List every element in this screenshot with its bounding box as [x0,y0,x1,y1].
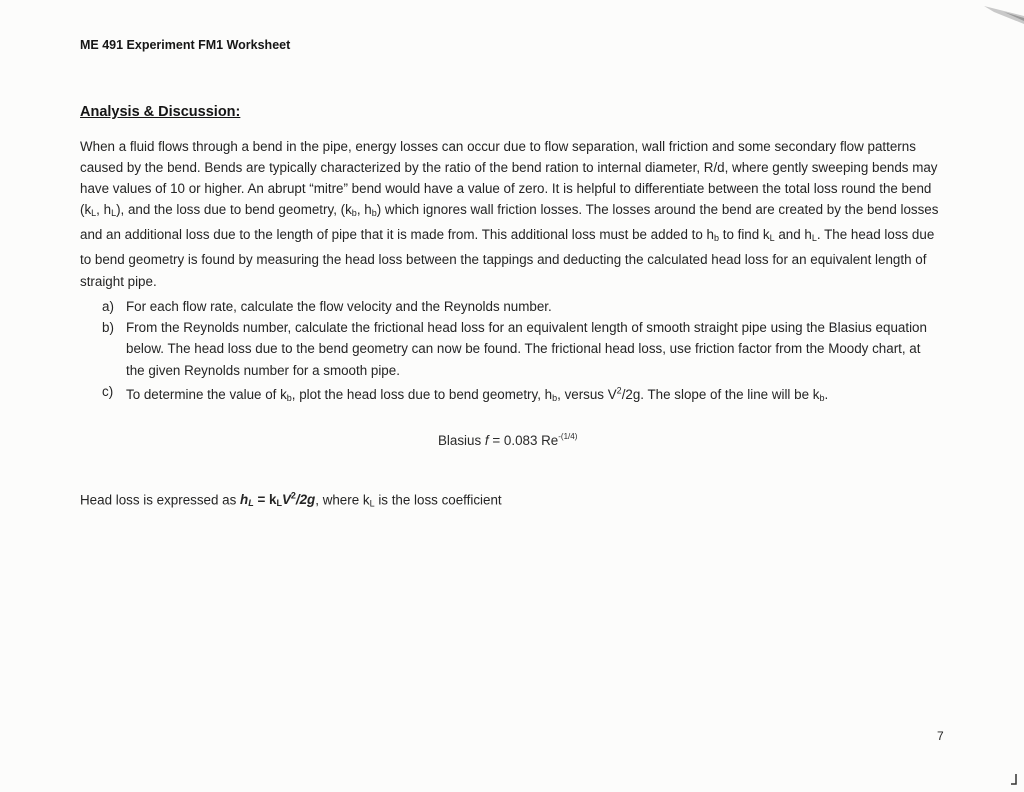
scan-corner-mark [1010,774,1020,788]
subscript: b [286,393,292,404]
subscript: L [276,498,282,509]
list-item-text: From the Reynolds number, calculate the frictional head loss for an equivalent length of smooth straight pipe using the Blasius equation below. The head loss due to the bend geometry can now be found. The frictional head loss, use friction factor from the Moody chart, at the given Reynolds number for a smooth pipe. [126,320,927,378]
subscript: L [91,208,97,219]
subscript: b [713,233,719,244]
list-item [80,381,930,410]
subscript: L [769,233,775,244]
symbol: V [281,492,291,508]
step-text: . [824,387,829,403]
headloss-text: is the loss coefficient [374,492,502,508]
superscript: 2 [290,491,296,501]
headloss-text: Head loss is expressed as [80,492,241,508]
subscript: L [369,498,375,509]
blasius-equation [438,432,577,448]
formula-symbol: f [484,433,489,448]
subscript: L [248,498,254,509]
intro-paragraph [80,136,940,292]
headloss-statement [80,491,502,508]
subscript: b [819,393,825,404]
formula-exponent: -(1/4) [558,432,578,441]
symbol: /2g [295,492,316,508]
formula-text: = 0.083 Re [488,433,559,448]
symbol: = k [253,492,277,508]
step-text: /2g. The slope of the line will be k [621,387,820,403]
subscript: b [351,208,357,219]
step-text: , versus V [557,387,617,403]
page-number: 7 [937,729,944,743]
list-marker: b) [102,320,114,336]
list-marker: a) [102,299,114,314]
para-text: , h [96,202,112,218]
subscript: b [371,208,377,219]
headloss-text: , where k [315,492,370,508]
subscript: L [811,233,817,244]
list-item-text [126,387,828,402]
para-text: , h [356,202,372,218]
para-text: ) which ignores wall friction losses. The losses around the bend are created by the bend losses and an additional loss due to the length of pipe that it is made from. This additional loss must be added to h [80,202,939,243]
para-text: ), and the loss due to bend geometry, (k [116,202,352,218]
para-text: to find k [719,227,770,243]
list-item [80,317,930,381]
superscript: 2 [616,385,622,396]
subscript: b [552,393,558,404]
formula-label: Blasius [438,433,482,448]
para-text: and h [774,227,812,243]
step-text: To determine the value of k [126,387,287,403]
para-text: . The head loss due to bend geometry is found by measuring the head loss between the tappings and deducting the calculated head loss for an equivalent length of straight pipe. [80,227,935,289]
list-item [80,296,930,317]
para-text: When a fluid flows through a bend in the pipe, energy losses can occur due to flow separation, wall friction and some secondary flow patterns caused by the bend. Bends are typically characterized by the ratio of the bend ration to internal diameter, R/d, where gently sweeping bends may have values of 10 or higher. An abrupt “mitre” bend would have a value of zero. It is helpful to differentiate between the total loss round the bend (k [80,139,938,218]
scan-edge-mark [954,0,1024,40]
worksheet-title: ME 491 Experiment FM1 Worksheet [80,38,291,52]
instruction-list [80,296,930,409]
list-item-text: For each flow rate, calculate the flow velocity and the Reynolds number. [126,299,552,314]
list-marker: c) [102,383,114,399]
subscript: L [111,208,117,219]
symbol: h [240,492,249,508]
section-title: Analysis & Discussion: [80,104,241,120]
step-text: , plot the head loss due to bend geometry, h [291,387,553,403]
